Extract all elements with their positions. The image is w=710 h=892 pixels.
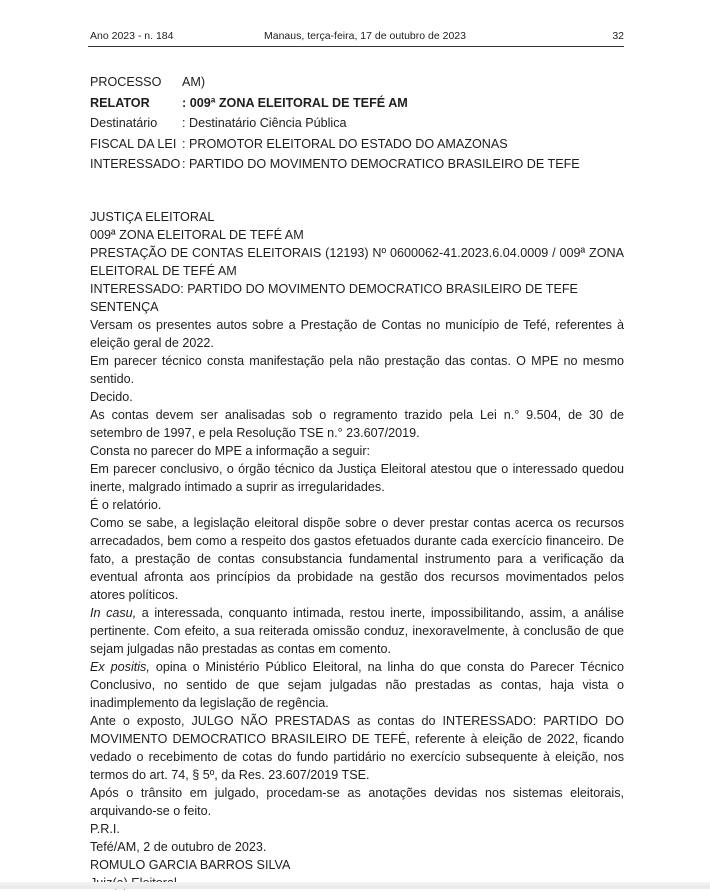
- case-number: PRESTAÇÃO DE CONTAS ELEITORAIS (12193) Nº 0600062-41.2023.6.04.0009 / 009ª ZONA ELEITORAL DE TEFÉ AM: [90, 246, 624, 278]
- place-and-date: Tefé/AM, 2 de outubro de 2023.: [90, 840, 267, 854]
- page-bottom-edge: [0, 882, 710, 889]
- meta-row-fiscal: [90, 134, 630, 155]
- latin-phrase: In casu,: [90, 606, 137, 620]
- paragraph-in-casu: [90, 604, 624, 658]
- paragraph: Consta no parecer do MPE a informação a seguir:: [90, 444, 371, 458]
- paragraph: Em parecer técnico consta manifestação pela não prestação das contas. O MPE no mesmo sentido.: [90, 354, 624, 386]
- meta-key: INTERESSADO: [90, 157, 181, 172]
- paragraph-text: opina o Ministério Público Eleitoral, na linha do que consta do Parecer Técnico Conclusivo, no sentido de que sejam julgadas não prestadas as contas, haja vista o inadimplemento da legislação de regência.: [90, 660, 624, 710]
- court-name: JUSTIÇA ELEITORAL: [90, 210, 215, 224]
- ruling-paragraph: Ante o exposto, JULGO NÃO PRESTADAS as contas do INTERESSADO: PARTIDO DO MOVIMENTO DEMOCRATICO BRASILEIRO DE TEFÉ, referente à eleição de 2022, ficando vedado o recebimento de cotas do fundo partidário no exercício subsequente à eleição, nos termos do art. 74, § 5º, da Res. 23.607/2019 TSE.: [90, 714, 624, 782]
- meta-key: PROCESSO: [90, 75, 162, 89]
- meta-value: : Destinatário Ciência Pública: [182, 116, 347, 131]
- meta-value: : PARTIDO DO MOVIMENTO DEMOCRATICO BRASILEIRO DE TEFE: [182, 157, 580, 172]
- meta-row-destinatario: [90, 113, 630, 134]
- pri-line: P.R.I.: [90, 822, 120, 836]
- header-divider: [88, 46, 624, 47]
- paragraph: Versam os presentes autos sobre a Prestação de Contas no município de Tefé, referentes à eleição geral de 2022.: [90, 318, 624, 350]
- meta-key: FISCAL DA LEI: [90, 136, 177, 151]
- paragraph-text: a interessada, conquanto intimada, restou inerte, impossibilitando, assim, a análise pertinente. Com efeito, a sua reiterada omissão conduz, inexoravelmente, à conclusão de que sejam julgadas não prestadas as contas em comento.: [90, 606, 624, 656]
- section-title: SENTENÇA: [90, 300, 159, 314]
- meta-row-interessado: [90, 154, 630, 175]
- meta-key: Destinatário: [90, 116, 158, 131]
- paragraph: É o relatório.: [90, 498, 162, 512]
- running-header: [90, 30, 624, 44]
- paragraph: Como se sabe, a legislação eleitoral dispõe sobre o dever prestar contas acerca os recursos arrecadados, bem como a respeito dos gastos efetuados durante cada exercício financeiro. De fato, a prestação de contas consubstancia fundamental instrumento para a verificação da eventual afronta aos princípios da probidade na gestão dos recursos movimentados pelos atores políticos.: [90, 516, 624, 602]
- meta-row-processo: [90, 72, 630, 93]
- latin-phrase: Ex positis,: [90, 660, 150, 674]
- meta-key: RELATOR: [90, 95, 150, 110]
- zone-name: 009ª ZONA ELEITORAL DE TEFÉ AM: [90, 228, 304, 242]
- judge-name: ROMULO GARCIA BARROS SILVA: [90, 858, 291, 872]
- meta-value: AM): [182, 75, 206, 89]
- place-date: Manaus, terça-feira, 17 de outubro de 2023: [264, 30, 466, 42]
- sentence-body: [90, 208, 624, 892]
- paragraph: Em parecer conclusivo, o órgão técnico da Justiça Eleitoral atestou que o interessado quedou inerte, malgrado intimado a suprir as irregularidades.: [90, 462, 624, 494]
- meta-value: : PROMOTOR ELEITORAL DO ESTADO DO AMAZONAS: [182, 136, 508, 151]
- process-metadata: [90, 72, 630, 175]
- meta-value: : 009ª ZONA ELEITORAL DE TEFÉ AM: [182, 95, 408, 110]
- interested-party: INTERESSADO: PARTIDO DO MOVIMENTO DEMOCRATICO BRASILEIRO DE TEFE: [90, 282, 578, 296]
- paragraph: As contas devem ser analisadas sob o regramento trazido pela Lei n.° 9.504, de 30 de setembro de 1997, e pela Resolução TSE n.° 23.607/2019.: [90, 408, 624, 440]
- page-number: 32: [612, 30, 624, 42]
- paragraph-ex-positis: [90, 658, 624, 712]
- paragraph: Decido.: [90, 390, 133, 404]
- paragraph: Após o trânsito em julgado, procedam-se as anotações devidas nos sistemas eleitorais, arquivando-se o feito.: [90, 786, 624, 818]
- meta-row-relator: [90, 93, 630, 114]
- edition-label: Ano 2023 - n. 184: [90, 30, 174, 42]
